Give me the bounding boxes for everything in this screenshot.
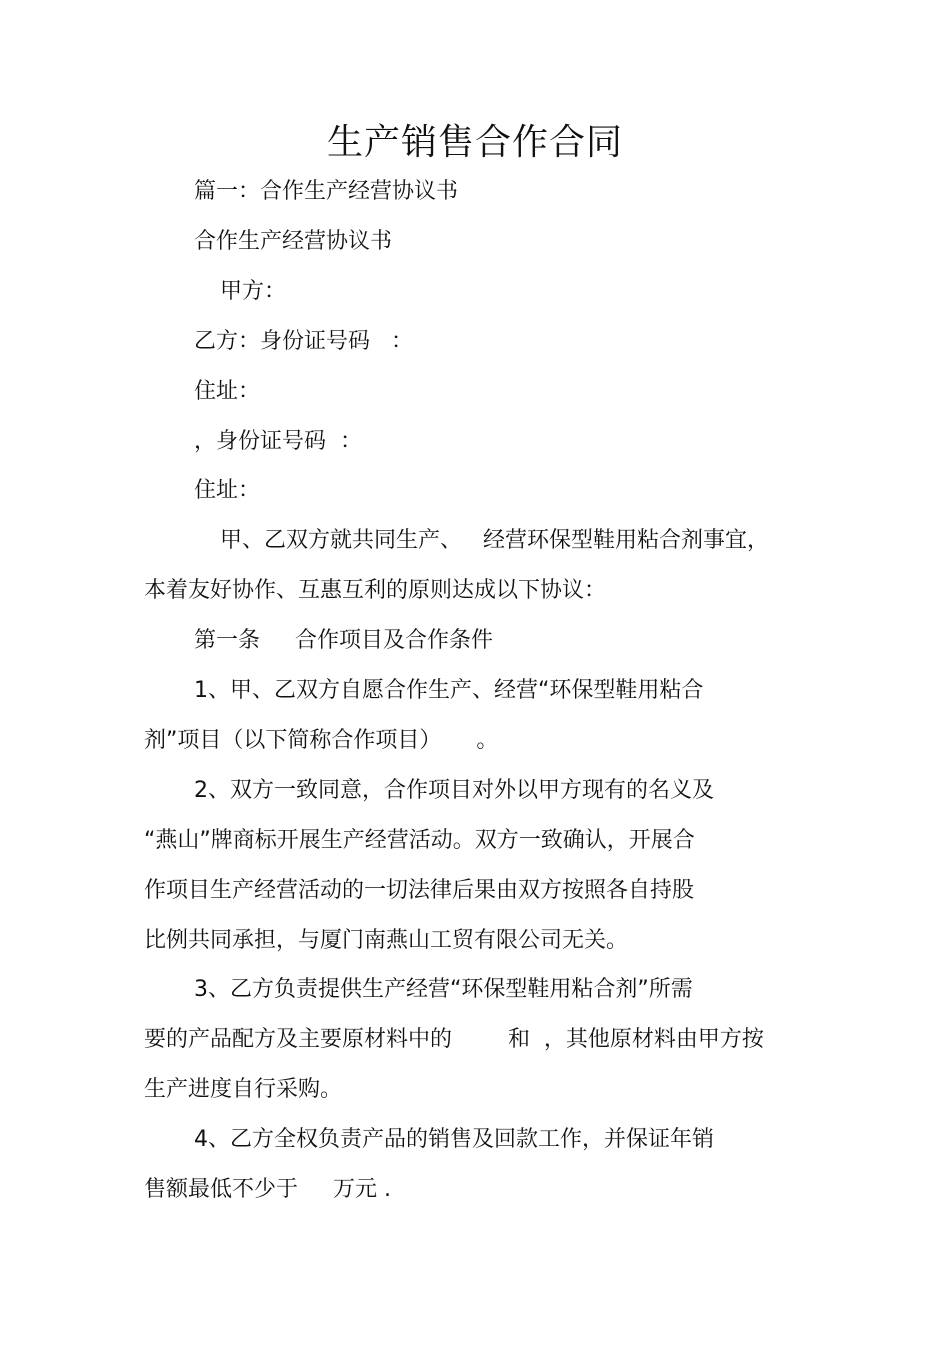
document-title: 生产销售合作合同 xyxy=(326,122,623,163)
text-line-clause-3a: 3、乙方负责提供生产经营“环保型鞋用粘合剂”所需 xyxy=(194,977,693,1002)
text-line-clause-2c: 作项目生产经营活动的一切法律后果由双方按照各自持股 xyxy=(144,878,695,903)
text-line-article-1-heading: 第一条 合作项目及合作条件 xyxy=(194,628,493,653)
text-line-chapter-heading: 篇一：合作生产经营协议书 xyxy=(194,179,459,204)
text-line-party-b-id: 乙方：身份证号码 ： xyxy=(194,329,413,354)
text-line-clause-2a: 2、双方一致同意，合作项目对外以甲方现有的名义及 xyxy=(194,778,714,803)
text-line-address-1: 住址： xyxy=(194,379,261,404)
text-line-clause-3b: 要的产品配方及主要原材料中的 和 ，其他原材料由甲方按 xyxy=(144,1027,764,1052)
text-line-party-a: 甲方： xyxy=(220,279,287,304)
text-line-id-number: ，身份证号码 ： xyxy=(194,429,362,454)
text-line-clause-2d: 比例共同承担，与厦门南燕山工贸有限公司无关。 xyxy=(144,928,629,953)
text-line-clause-3c: 生产进度自行采购。 xyxy=(144,1077,343,1102)
text-line-address-2: 住址： xyxy=(194,478,261,503)
text-line-clause-2b: “燕山”牌商标开展生产经营活动。双方一致确认，开展合 xyxy=(144,828,695,853)
text-line-clause-1a: 1、甲、乙双方自愿合作生产、经营“环保型鞋用粘合 xyxy=(194,678,704,703)
text-line-preamble-2: 本着友好协作、互惠互利的原则达成以下协议： xyxy=(144,578,607,603)
text-line-agreement-title: 合作生产经营协议书 xyxy=(194,229,393,254)
text-line-clause-1b: 剂”项目（以下简称合作项目） 。 xyxy=(144,728,499,753)
text-line-preamble-1: 甲、乙双方就共同生产、 经营环保型鞋用粘合剂事宜， xyxy=(220,528,769,553)
text-line-clause-4b: 售额最低不少于 万元 . xyxy=(144,1177,391,1202)
text-line-clause-4a: 4、乙方全权负责产品的销售及回款工作，并保证年销 xyxy=(194,1127,714,1152)
